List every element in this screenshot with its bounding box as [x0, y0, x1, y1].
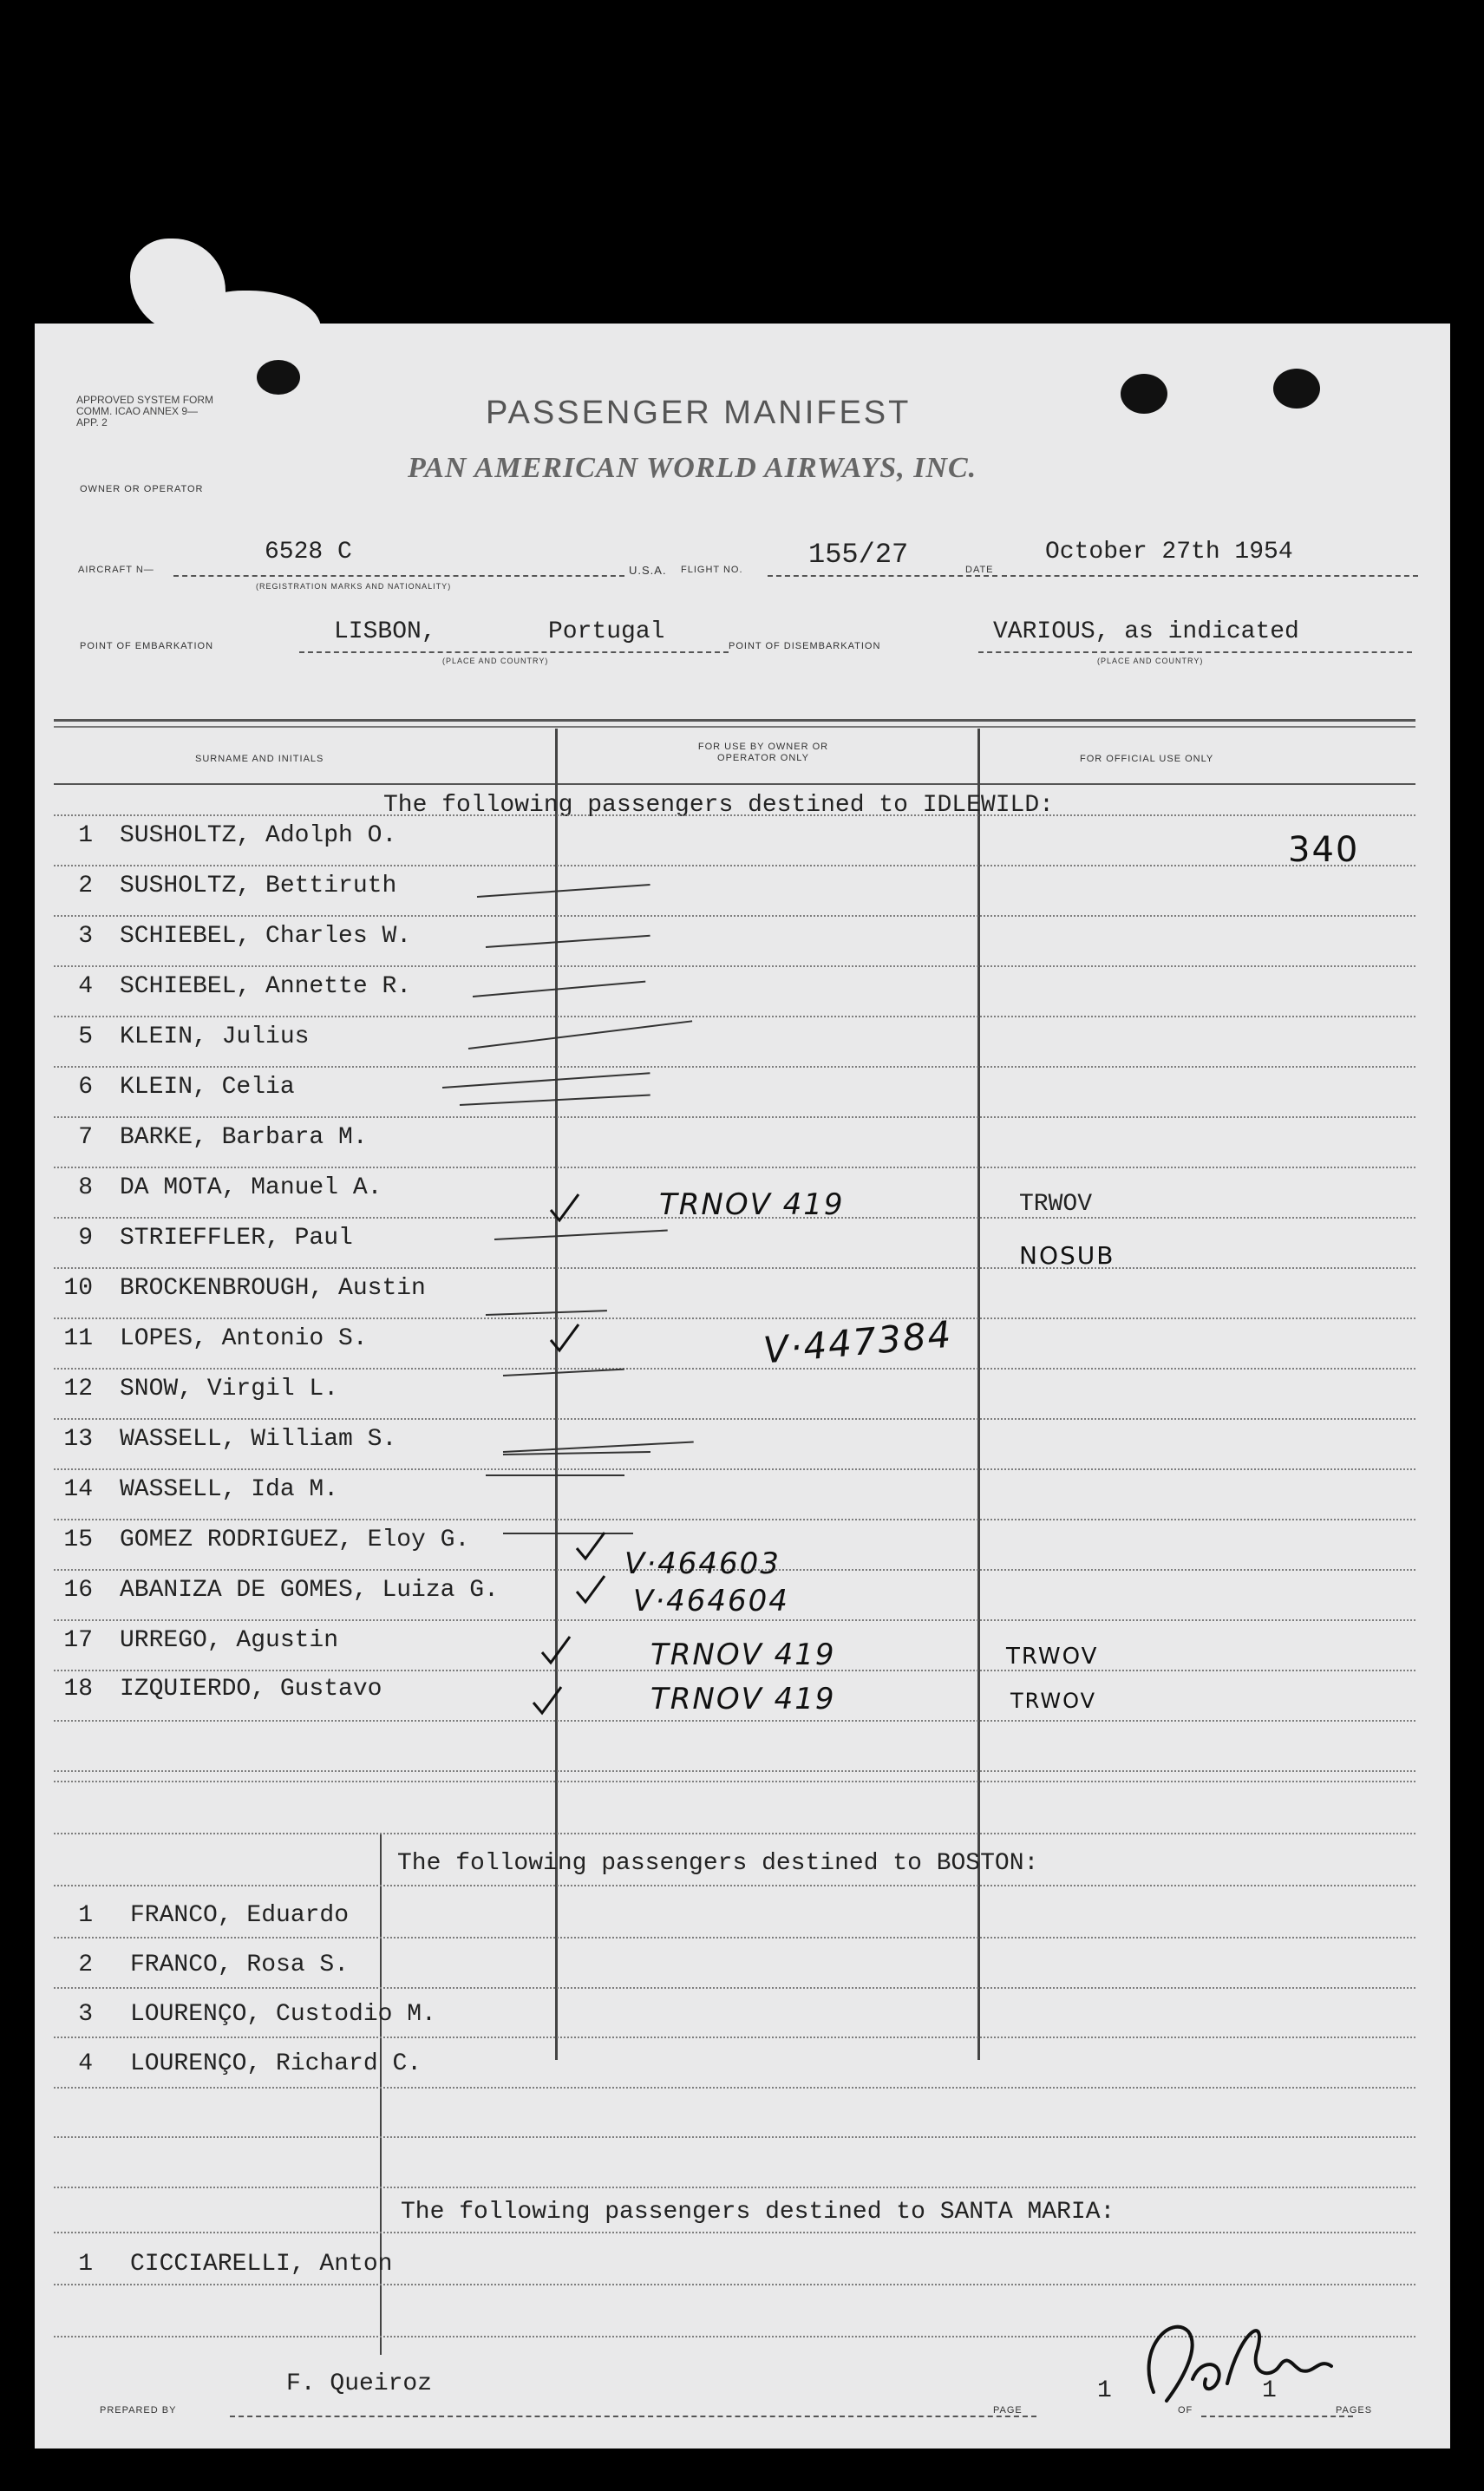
- page-number: 1: [1097, 2377, 1112, 2404]
- passenger-name: SCHIEBEL, Charles W.: [120, 923, 412, 950]
- table-top-rule: [54, 719, 1415, 722]
- page-total: 1: [1262, 2377, 1277, 2404]
- pages-label: PAGES: [1336, 2405, 1373, 2416]
- passenger-number: 7: [78, 1124, 93, 1151]
- embarkation-underline: [299, 651, 729, 653]
- passenger-name: SUSHOLTZ, Adolph O.: [120, 822, 397, 849]
- column-header-surname: SURNAME AND INITIALS: [195, 754, 324, 764]
- passenger-number: 2: [78, 873, 93, 899]
- passenger-number: 18: [63, 1676, 93, 1703]
- passenger-number: 14: [63, 1476, 93, 1503]
- annotation-row15-owner: V·464603: [624, 1546, 781, 1581]
- header-bottom-rule: [54, 783, 1415, 785]
- row-rule: [54, 814, 1415, 816]
- passenger-number: 12: [63, 1376, 93, 1402]
- date-underline: [1002, 575, 1418, 577]
- check-mark: [572, 1529, 609, 1564]
- passenger-row-boston: [35, 1952, 1450, 2002]
- passenger-number: 15: [63, 1527, 93, 1553]
- passenger-row-idlewild: [35, 1325, 1450, 1376]
- passenger-row-boston: [35, 1902, 1450, 1952]
- passenger-number: 3: [78, 923, 93, 950]
- passenger-row-idlewild: [35, 1023, 1450, 1074]
- row-rule: [54, 2187, 1415, 2188]
- passenger-name: LOPES, Antonio S.: [120, 1325, 368, 1352]
- annotation-row16-owner: V·464604: [633, 1584, 789, 1618]
- check-mark: [546, 1191, 583, 1226]
- passenger-name: FRANCO, Eduardo: [130, 1902, 350, 1929]
- passenger-name: SUSHOLTZ, Bettiruth: [120, 873, 397, 899]
- section-heading-santa-maria: The following passengers destined to SANTA MARIA:: [401, 2199, 1115, 2226]
- passenger-row-idlewild: [35, 1476, 1450, 1527]
- passenger-number: 11: [63, 1325, 93, 1352]
- passenger-number: 8: [78, 1174, 93, 1201]
- passenger-row-idlewild: [35, 1275, 1450, 1325]
- passenger-row-boston: [35, 2050, 1450, 2101]
- row-rule: [54, 1781, 1415, 1782]
- usa-label: U.S.A.: [629, 564, 667, 577]
- passenger-name: WASSELL, Ida M.: [120, 1476, 339, 1503]
- disembarkation-underline: [978, 651, 1412, 653]
- registration-caption: (REGISTRATION MARKS AND NATIONALITY): [256, 582, 452, 591]
- passenger-name: LOURENÇO, Richard C.: [130, 2050, 422, 2077]
- pen-stroke: [486, 1474, 624, 1476]
- passenger-row-idlewild: [35, 1225, 1450, 1275]
- passenger-row-idlewild: [35, 822, 1450, 873]
- place-caption-2: (PLACE AND COUNTRY): [1097, 657, 1204, 665]
- punch-hole: [1273, 369, 1320, 409]
- aircraft-value: 6528 C: [265, 539, 352, 566]
- annotation-row17-official: TRWOV: [1006, 1644, 1099, 1670]
- table-top-rule-2: [54, 726, 1415, 728]
- annotation-row8-official: TRWOV: [1019, 1191, 1093, 1218]
- punch-hole: [1121, 374, 1167, 414]
- prepared-underline: [230, 2416, 1036, 2417]
- passenger-name: CICCIARELLI, Anton: [130, 2251, 393, 2278]
- passenger-number: 2: [78, 1952, 93, 1978]
- embarkation-country: Portugal: [548, 618, 665, 645]
- passenger-row-santa-maria: [35, 2251, 1450, 2301]
- column-header-official-use: FOR OFFICIAL USE ONLY: [1080, 754, 1214, 764]
- annotation-row11-owner: V·447384: [762, 1312, 955, 1372]
- annotation-row9-official: NOSUB: [1019, 1241, 1115, 1270]
- passenger-row-idlewild: [35, 873, 1450, 923]
- column-header-owner-use: FOR USE BY OWNER OR OPERATOR ONLY: [697, 742, 829, 763]
- passenger-number: 3: [78, 2001, 93, 2028]
- disembarkation-label: POINT OF DISEMBARKATION: [729, 641, 881, 651]
- signature-scribble: [1119, 2297, 1353, 2418]
- passenger-row-idlewild: [35, 1426, 1450, 1476]
- passenger-name: BARKE, Barbara M.: [120, 1124, 368, 1151]
- row-rule: [54, 2232, 1415, 2233]
- passenger-name: BROCKENBROUGH, Austin: [120, 1275, 426, 1302]
- passenger-name: DA MOTA, Manuel A.: [120, 1174, 382, 1201]
- row-rule: [54, 1885, 1415, 1886]
- page-title: PASSENGER MANIFEST: [486, 395, 912, 431]
- place-caption: (PLACE AND COUNTRY): [442, 657, 549, 665]
- flight-label: FLIGHT NO.: [681, 565, 743, 575]
- aircraft-label: AIRCRAFT N—: [78, 565, 154, 575]
- approval-note: APPROVED SYSTEM FORM COMM. ICAO ANNEX 9—APP. 2: [76, 394, 214, 428]
- disembarkation-value: VARIOUS, as indicated: [993, 618, 1299, 645]
- embarkation-city: LISBON,: [334, 618, 436, 645]
- check-mark: [572, 1572, 609, 1607]
- passenger-number: 5: [78, 1023, 93, 1050]
- passenger-name: FRANCO, Rosa S.: [130, 1952, 350, 1978]
- passenger-row-idlewild: [35, 1376, 1450, 1426]
- passenger-name: SCHIEBEL, Annette R.: [120, 973, 412, 1000]
- passenger-name: STRIEFFLER, Paul: [120, 1225, 353, 1252]
- prepared-by-value: F. Queiroz: [286, 2370, 433, 2397]
- passenger-number: 9: [78, 1225, 93, 1252]
- annotation-row18-owner: TRNOV 419: [650, 1682, 836, 1716]
- flight-value: 155/27: [808, 539, 909, 571]
- annotation-row17-owner: TRNOV 419: [650, 1638, 836, 1672]
- row-rule: [54, 1770, 1415, 1772]
- check-mark: [529, 1684, 565, 1718]
- of-label: OF: [1178, 2405, 1193, 2416]
- section-heading-idlewild: The following passengers destined to IDLEWILD:: [383, 792, 1054, 819]
- passenger-name: KLEIN, Celia: [120, 1074, 295, 1101]
- passenger-number: 1: [78, 2251, 93, 2278]
- passenger-name: SNOW, Virgil L.: [120, 1376, 339, 1402]
- annotation-row8-owner: TRNOV 419: [659, 1187, 845, 1222]
- passenger-row-idlewild: [35, 1124, 1450, 1174]
- passenger-row-boston: [35, 2001, 1450, 2051]
- annotation-row1-official: 340: [1288, 830, 1360, 870]
- date-label: DATE: [965, 565, 994, 575]
- passenger-row-idlewild: [35, 923, 1450, 973]
- punch-hole: [257, 360, 300, 395]
- pen-stroke: [503, 1533, 633, 1534]
- passenger-number: 4: [78, 973, 93, 1000]
- flight-underline: [768, 575, 997, 577]
- check-mark: [546, 1321, 583, 1356]
- check-mark: [538, 1633, 574, 1668]
- aircraft-underline: [173, 575, 624, 577]
- passenger-name: IZQUIERDO, Gustavo: [120, 1676, 382, 1703]
- owner-label: OWNER OR OPERATOR: [80, 484, 204, 494]
- embarkation-label: POINT OF EMBARKATION: [80, 641, 214, 651]
- page-label: PAGE: [993, 2405, 1023, 2416]
- passenger-row-idlewild: [35, 973, 1450, 1023]
- date-value: October 27th 1954: [1045, 539, 1293, 566]
- passenger-name: URREGO, Agustin: [120, 1627, 339, 1654]
- passenger-name: GOMEZ RODRIGUEZ, Eloy G.: [120, 1527, 470, 1553]
- row-rule: [54, 1833, 1415, 1834]
- prepared-label: PREPARED BY: [100, 2405, 177, 2416]
- passenger-number: 13: [63, 1426, 93, 1453]
- passenger-number: 1: [78, 1902, 93, 1929]
- passenger-name: LOURENÇO, Custodio M.: [130, 2001, 436, 2028]
- manifest-sheet: [35, 324, 1450, 2449]
- passenger-name: WASSELL, William S.: [120, 1426, 397, 1453]
- airline-name: PAN AMERICAN WORLD AIRWAYS, INC.: [408, 452, 977, 484]
- passenger-name: ABANIZA DE GOMES, Luiza G.: [120, 1577, 499, 1604]
- passenger-row-idlewild: [35, 1074, 1450, 1124]
- section-heading-boston: The following passengers destined to BOSTON:: [397, 1850, 1039, 1877]
- passenger-number: 1: [78, 822, 93, 849]
- passenger-number: 16: [63, 1577, 93, 1604]
- passenger-number: 6: [78, 1074, 93, 1101]
- row-rule: [54, 2136, 1415, 2138]
- passenger-name: KLEIN, Julius: [120, 1023, 310, 1050]
- passenger-number: 17: [63, 1627, 93, 1654]
- passenger-number: 10: [63, 1275, 93, 1302]
- passenger-number: 4: [78, 2050, 93, 2077]
- annotation-row18-official: TRWOV: [1010, 1689, 1096, 1713]
